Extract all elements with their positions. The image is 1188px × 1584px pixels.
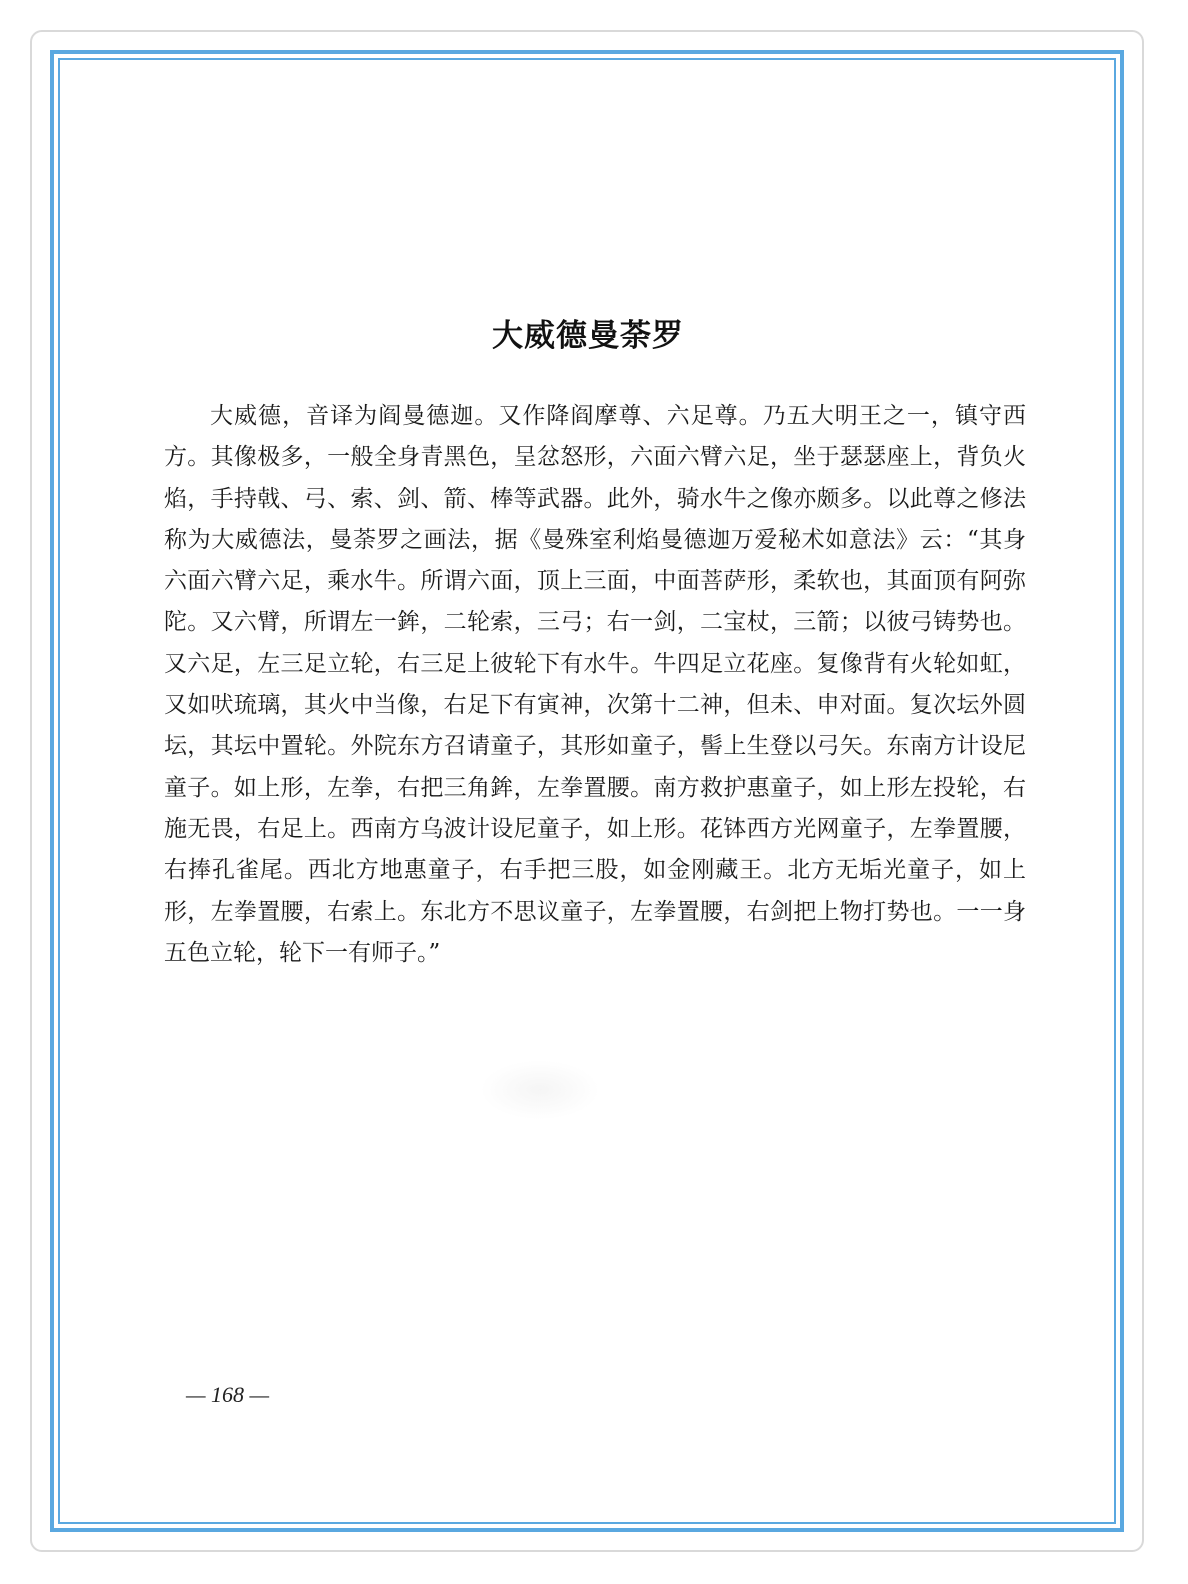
scan-speckle bbox=[480, 1060, 600, 1120]
body-paragraph: 大威德，音译为阎曼德迦。又作降阎摩尊、六足尊。乃五大明王之一，镇守西方。其像极多，一般全身青黑色，呈忿怒形，六面六臂六足，坐于瑟瑟座上，背负火焰，手持戟、弓、索、剑、箭、棒等武器。此外，骑水牛之像亦颇多。以此尊之修法称为大威德法，曼荼罗之画法，据《曼殊室利焰曼德迦万爱秘术如意法》云：“其身六面六臂六足，乘水牛。所谓六面，顶上三面，中面菩萨形，柔软也，其面顶有阿弥陀。又六臂，所谓左一鉾，二轮索，三弓；右一剑，二宝杖，三箭；以彼弓铸势也。又六足，左三足立轮，右三足上彼轮下有水牛。牛四足立花座。复像背有火轮如虹，又如吠琉璃，其火中当像，右足下有寅神，次第十二神，但未、申对面。复次坛外圆坛，其坛中置轮。外院东方召请童子，其形如童子，髻上生登以弓矢。东南方计设尼童子。如上形，左拳，右把三角鉾，左拳置腰。南方救护惠童子，如上形左投轮，右施无畏，右足上。西南方乌波计设尼童子，如上形。花钵西方光网童子，左拳置腰，右捧孔雀尾。西北方地惠童子，右手把三股，如金刚藏王。北方无垢光童子，如上形，左拳置腰，右索上。东北方不思议童子，左拳置腰，右剑把上物打势也。一一身五色立轮，轮下一有师子。” bbox=[164, 403, 1026, 966]
page-title: 大威德曼荼罗 bbox=[492, 318, 684, 354]
page-number: — 168 — bbox=[186, 1382, 270, 1407]
